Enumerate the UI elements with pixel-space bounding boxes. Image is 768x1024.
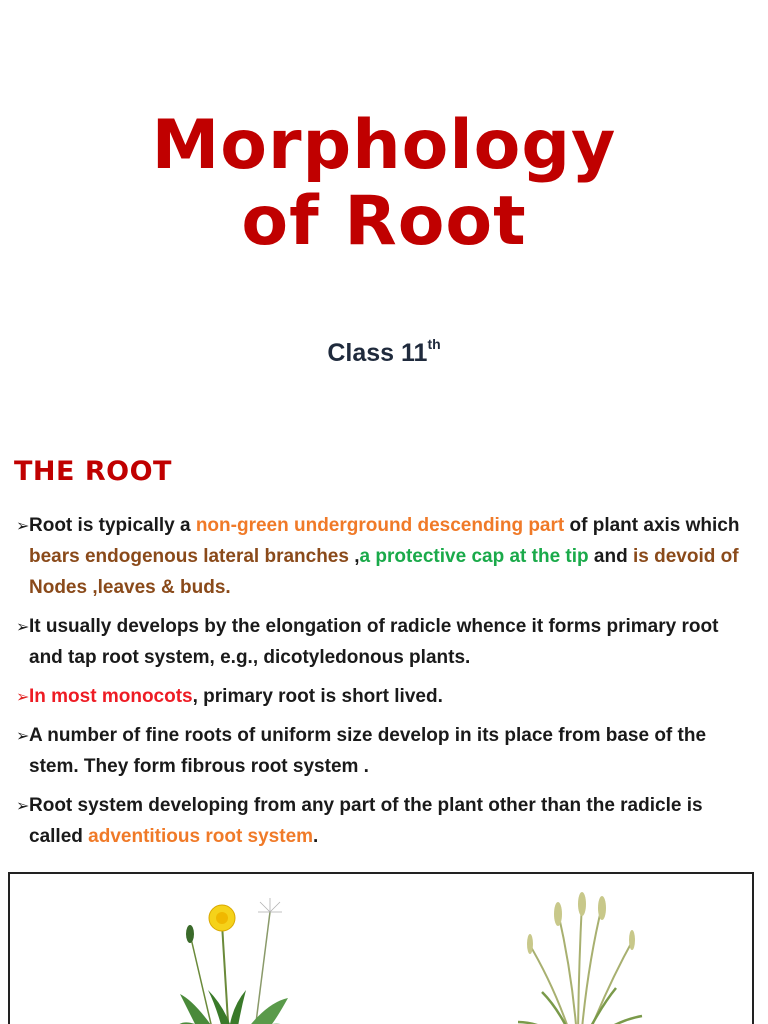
plant-images-panel — [8, 872, 754, 1024]
bullet-list — [16, 510, 756, 860]
bullet-text-segment: non-green underground descending part — [195, 515, 565, 536]
bullet-text-segment: is devoid of Nodes ,leaves & buds. — [29, 546, 739, 598]
bullet-text-segment: Root system developing from any part of the plant other than the radicle is called — [29, 795, 703, 847]
title-line-2: of Root — [241, 182, 527, 261]
bullet-text — [29, 725, 706, 777]
bullet-text-segment: and — [588, 546, 633, 567]
bullet-text-segment: , — [348, 546, 360, 567]
subtitle-text: Class 11 — [327, 339, 428, 367]
arrow-bullet-icon: ➢ — [16, 516, 30, 535]
arrow-bullet-icon: ➢ — [16, 687, 30, 706]
arrow-bullet-icon: ➢ — [16, 617, 30, 636]
bullet-text-segment: In most monocots — [29, 686, 193, 707]
bullet-item — [16, 510, 756, 603]
bullet-item — [16, 720, 756, 782]
bullet-text — [29, 795, 703, 847]
arrow-bullet-icon: ➢ — [16, 726, 30, 745]
bullet-text-segment: . — [313, 826, 319, 847]
bullet-text-segment: A number of fine roots of uniform size develop in its place from base of the stem. They form fibrous root system . — [29, 725, 707, 777]
grass-plant-illustration — [498, 892, 658, 1024]
bullet-text-segment: a protective cap at the tip — [359, 546, 589, 567]
dandelion-plant-illustration — [160, 894, 300, 1024]
bullet-text-segment: Root is typically a — [29, 515, 196, 536]
bullet-text-segment: of plant axis which — [564, 515, 740, 536]
bullet-text — [29, 515, 739, 598]
bullet-text-segment: , primary root is short lived. — [192, 686, 443, 707]
bullet-item — [16, 790, 756, 852]
bullet-text — [29, 616, 718, 668]
subtitle — [0, 336, 768, 368]
bullet-text-segment: It usually develops by the elongation of radicle whence it forms primary root and tap root system, e.g., dicotyledonous plants. — [29, 616, 719, 668]
page-title — [0, 108, 768, 260]
bullet-item — [16, 681, 756, 712]
subtitle-superscript: th — [427, 336, 441, 352]
bullet-text-segment: adventitious root system — [88, 826, 314, 847]
title-line-1: Morphology — [151, 106, 617, 185]
bullet-text-segment: bears endogenous lateral branches — [29, 546, 349, 567]
bullet-text — [29, 686, 443, 707]
bullet-item — [16, 611, 756, 673]
arrow-bullet-icon: ➢ — [16, 796, 30, 815]
section-heading: THE ROOT — [14, 456, 172, 487]
